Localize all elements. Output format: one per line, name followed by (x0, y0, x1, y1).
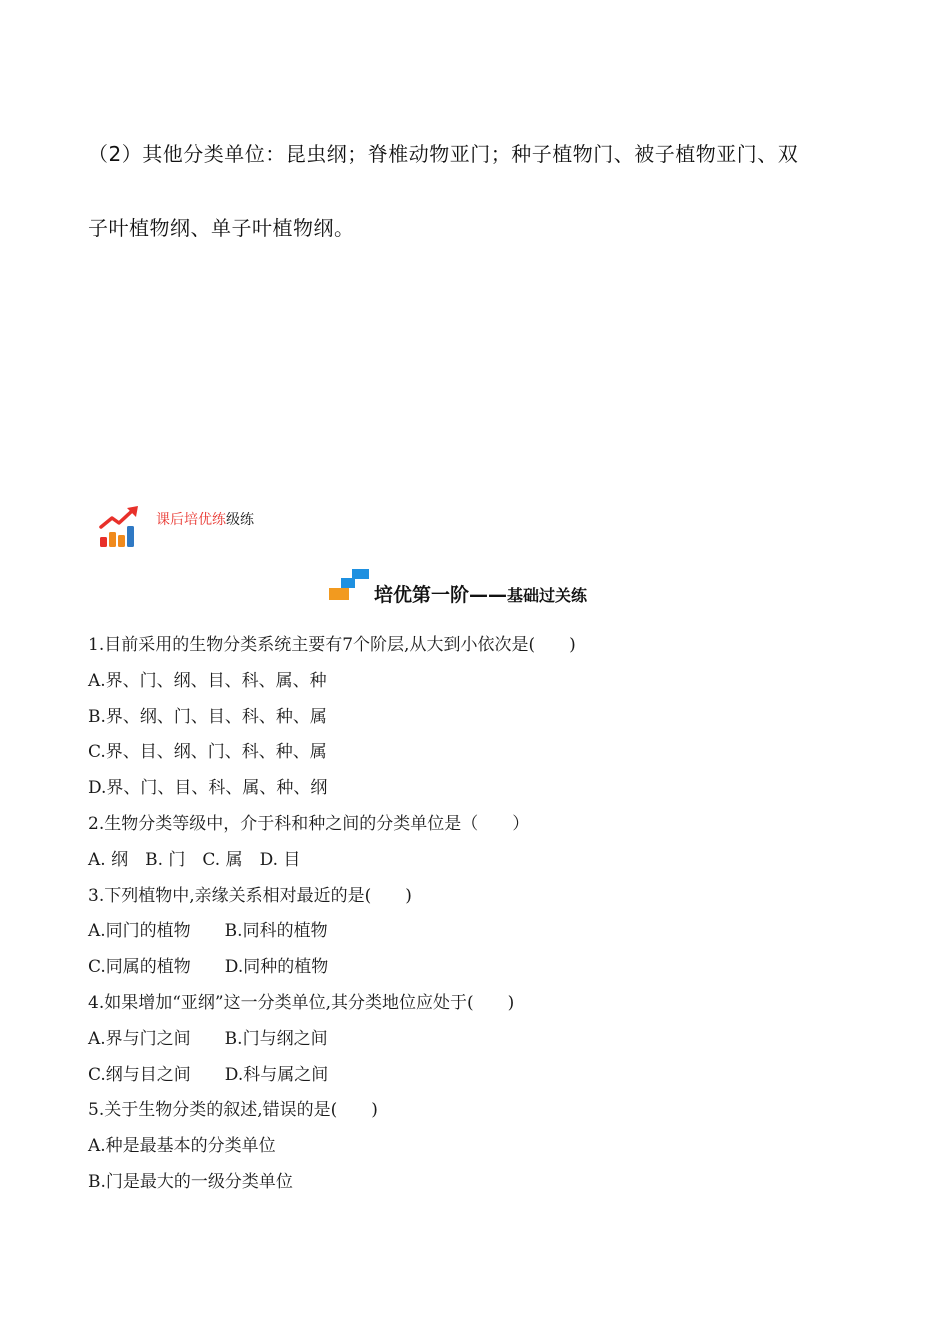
banner-label-red: 课后培优练 (156, 512, 226, 528)
question-1-option-a: A.界、门、纲、目、科、属、种 (88, 670, 327, 691)
question-1-option-c: C.界、目、纲、门、科、种、属 (88, 742, 327, 763)
intro-line-1: （2）其他分类单位：昆虫纲；脊椎动物亚门；种子植物门、被子植物亚门、双 (88, 142, 799, 166)
rising-bar-chart-icon (98, 505, 142, 549)
question-3-options-ab: A.同门的植物 B.同科的植物 (88, 921, 328, 942)
section-title: 培优第一阶—— (374, 584, 508, 606)
question-3-options-cd: C.同属的植物 D.同种的植物 (88, 957, 329, 978)
question-1-option-d: D.界、门、目、科、属、种、纲 (88, 778, 328, 799)
question-5-option-a: A.种是最基本的分类单位 (88, 1136, 276, 1157)
question-1-stem: 1.目前采用的生物分类系统主要有7个阶层,从大到小依次是( ) (88, 635, 576, 655)
question-5-stem: 5.关于生物分类的叙述,错误的是( ) (88, 1100, 378, 1121)
question-3-stem: 3.下列植物中,亲缘关系相对最近的是( ) (88, 885, 412, 906)
question-4-options-cd: C.纲与目之间 D.科与属之间 (88, 1064, 329, 1085)
section-title-text (374, 580, 587, 607)
intro-line-2: 子叶植物纲、单子叶植物纲。 (88, 216, 355, 240)
question-5-option-b: B.门是最大的一级分类单位 (88, 1171, 293, 1192)
stairs-icon (328, 568, 370, 602)
banner-label (156, 509, 254, 529)
section-subtitle: 基础过关练 (507, 586, 588, 605)
question-list (88, 628, 888, 1201)
question-1-option-b: B.界、纲、门、目、科、种、属 (88, 706, 327, 727)
question-4-stem: 4.如果增加“亚纲”这一分类单位,其分类地位应处于( ) (88, 992, 515, 1013)
question-2-stem: 2.生物分类等级中，介于科和种之间的分类单位是（ ） (88, 813, 530, 834)
banner-label-dark: 级练 (226, 512, 254, 528)
question-2-options: A. 纲 B. 门 C. 属 D. 目 (88, 849, 301, 870)
question-4-options-ab: A.界与门之间 B.门与纲之间 (88, 1028, 328, 1049)
